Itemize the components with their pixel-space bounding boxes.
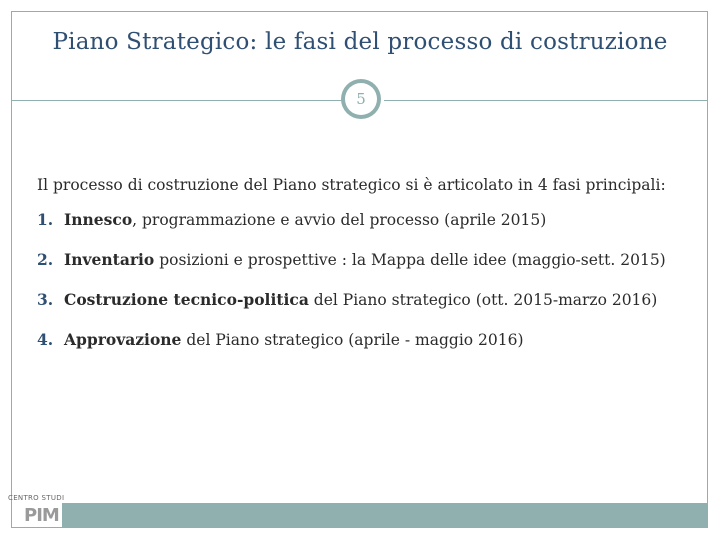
- intro-text: Il processo di costruzione del Piano strategico si è articolato in 4 fasi principali:: [37, 176, 666, 194]
- title-divider-right: [384, 100, 708, 101]
- phase-item: [37, 208, 666, 248]
- page-number-badge: [341, 79, 381, 119]
- phase-description: del Piano strategico (ott. 2015-marzo 2016): [308, 291, 658, 309]
- phase-item: [37, 328, 666, 368]
- logo-caption: CENTRO STUDI: [8, 494, 65, 502]
- phase-item: [37, 248, 666, 288]
- footer-bar: [62, 503, 708, 528]
- phase-name: Innesco: [64, 210, 133, 229]
- phase-list: [37, 208, 666, 368]
- phase-name: Approvazione: [64, 330, 182, 349]
- phase-number: 2.: [37, 250, 54, 269]
- logo-mark: PIM: [24, 505, 59, 526]
- phase-name: Costruzione tecnico-politica: [64, 290, 309, 309]
- slide-title: Piano Strategico: le fasi del processo di costruzione: [52, 29, 668, 55]
- phase-dates: (maggio-sett. 2015): [506, 251, 666, 269]
- phase-name: Inventario: [64, 250, 155, 269]
- mappa-delle-idee-link[interactable]: Mappa delle idee: [371, 251, 507, 269]
- phase-description: posizioni e prospettive : la: [154, 251, 372, 269]
- phase-item: [37, 288, 666, 328]
- phase-description: del Piano strategico (aprile - maggio 2016): [181, 331, 524, 349]
- centro-studi-logo: [8, 494, 66, 528]
- title-divider-left: [12, 100, 342, 101]
- phase-number: 4.: [37, 330, 54, 349]
- phase-number: 1.: [37, 210, 54, 229]
- page-number: 5: [345, 83, 377, 115]
- phase-description: , programmazione e avvio del processo (aprile 2015): [132, 211, 547, 229]
- phase-number: 3.: [37, 290, 54, 309]
